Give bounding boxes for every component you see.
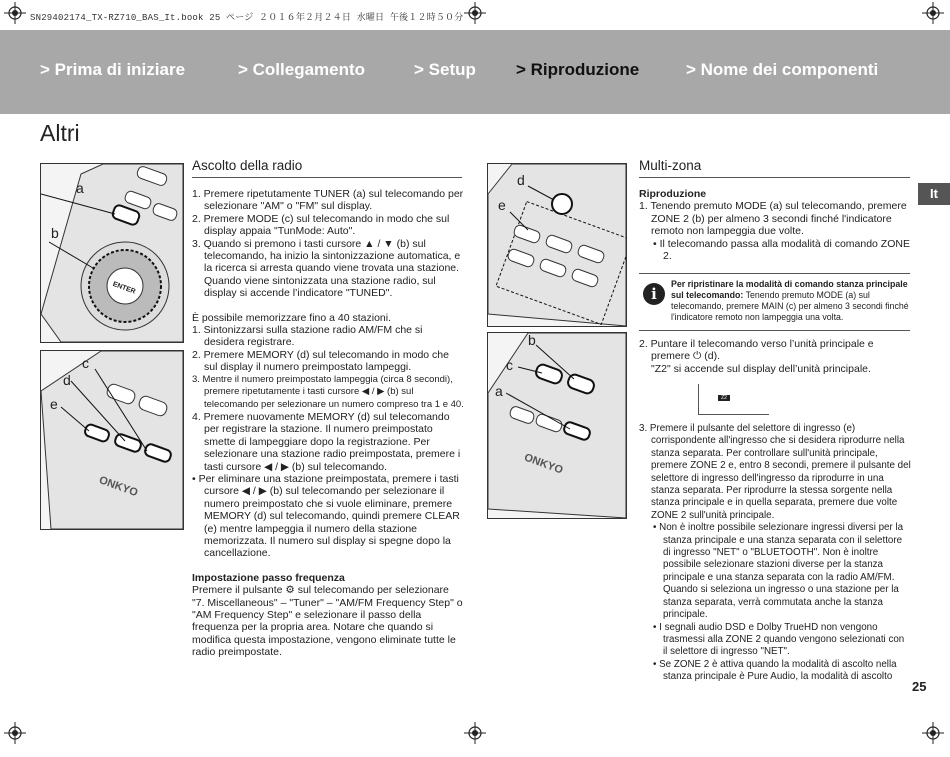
radio-instructions — [192, 188, 464, 659]
multizone-step-2: 2. Puntare il telecomando verso l’unità principale e premere ⏻ (d). — [639, 338, 874, 363]
remote-illustration-input — [487, 163, 627, 327]
registration-mark-icon — [922, 2, 944, 24]
divider — [192, 177, 462, 178]
page-number: 25 — [912, 679, 927, 694]
display-illustration — [698, 384, 769, 415]
remote-control-icon — [488, 164, 626, 326]
radio-step-2: 2. Premere MODE (c) sul telecomando in modo che sul display appaia "TunMode: Auto". — [192, 212, 450, 238]
nav-link-collegamento[interactable]: > Collegamento — [238, 60, 366, 79]
multizone-step-2-block — [639, 338, 911, 375]
note-body: Tenendo premuto MODE (a) sul telecomando, premere MAIN (c) per almeno 3 secondi finché l'indicatore remoto non lampeggia una volta. — [671, 290, 909, 322]
print-line: SN29402174_TX-RZ710_BAS_It.book 25 ページ ２０１６年２月２４日 水曜日 午後１２時５０分 — [30, 13, 464, 23]
nav-link-prima-di-iniziare[interactable]: > Prima di iniziare — [40, 60, 186, 79]
section-heading-radio: Ascolto della radio — [192, 158, 303, 173]
memory-intro: È possibile memorizzare fino a 40 stazioni. — [192, 311, 392, 324]
callout-b: b — [51, 225, 59, 241]
callout-d: d — [517, 172, 525, 188]
registration-mark-icon — [464, 2, 486, 24]
callout-c: c — [506, 357, 513, 373]
multizone-bullet-1: • Non è inoltre possibile selezionare ingressi diversi per la stanza principale e una stanza separata con il selettore di ingresso "NET" o "BLUETOOTH". Non è inoltre possibile selezionare stazioni diverse per la stanza principale e una stanza separata con la radio AM/FM. Quando si seleziona un ingresso o una stazione per la stanza separata, verrà commutata anche la stanza principale. — [653, 522, 904, 621]
multizone-step-3-block — [639, 423, 911, 684]
memory-step-3: 3. Mentre il numero preimpostato lampeggia (circa 8 secondi), premere ripetutamente i tasti cursore ◀ / ▶ (b) sul telecomando per selezionare un numero compreso tra 1 e 40. — [192, 373, 464, 410]
memory-step-1: 1. Sintonizzarsi sulla stazione radio AM/FM che si desidera registrare. — [192, 324, 423, 349]
freq-step-text: Premere il pulsante ⚙ sul telecomando per selezionare "7. Miscellaneous" – "Tuner" – "AM/FM Frequency Step" o "AM Frequency Step" e selezionare il passo della frequenza per la propria area. Notare che quando si modifica questa impostazione, vengono eliminate tutte le radio preimpostate. — [192, 584, 463, 659]
registration-mark-icon — [922, 722, 944, 744]
nav-link-riproduzione[interactable]: > Riproduzione — [516, 60, 640, 79]
remote-illustration-memory — [40, 350, 184, 530]
registration-mark-icon — [4, 722, 26, 744]
info-icon: i — [643, 283, 665, 305]
section-heading-multizone: Multi-zona — [639, 158, 702, 173]
svg-text:ONKYO: ONKYO — [97, 474, 140, 500]
multizone-step-2-result: "Z2" si accende sul display dell’unità principale. — [651, 362, 871, 375]
language-tab: It — [918, 183, 950, 205]
svg-text:ENTER: ENTER — [111, 280, 137, 296]
callout-b: b — [528, 332, 536, 348]
callout-d: d — [63, 372, 71, 388]
section-nav — [0, 60, 950, 86]
callout-a: a — [495, 383, 503, 399]
callout-e: e — [498, 197, 506, 213]
multizone-step-1-bullet: • Il telecomando passa alla modalità di comando ZONE 2. — [653, 237, 910, 263]
note-text — [671, 279, 911, 323]
radio-step-3: 3. Quando si premono i tasti cursore ▲ / ▼ (b) sul telecomando, ha inizio la sintonizzazione automatica, e la ricerca si arresta quando viene trovata una stazione. Quando viene sintonizzata una stazione radio, sul display si accende l’indicatore "TUNED". — [192, 237, 461, 300]
multizone-bullet-3: • Se ZONE 2 è attiva quando la modalità di ascolto nella stanza principale è Pure Audio, la modalità di ascolto — [653, 658, 897, 683]
registration-mark-icon — [4, 2, 26, 24]
remote-control-icon — [41, 164, 183, 342]
note-bold: Per ripristinare la modalità di comando stanza principale sul telecomando: — [671, 279, 908, 300]
freq-step-heading: Impostazione passo frequenza — [192, 571, 345, 584]
radio-step-1: 1. Premere ripetutamente TUNER (a) sul telecomando per selezionare "AM" o "FM" sul display. — [192, 188, 464, 213]
registration-mark-icon — [464, 722, 486, 744]
divider — [639, 177, 910, 178]
memory-step-4: 4. Premere nuovamente MEMORY (d) sul telecomando per registrare la stazione. Il numero preimpostato smette di lampeggiare dopo la registrazione. Per selezionare una stazione radio preimpostata, premere i tasti cursore ◀ / ▶ (b) sul telecomando. — [192, 410, 461, 473]
remote-illustration-tuner — [40, 163, 184, 343]
z2-indicator: Z2 — [718, 395, 730, 401]
nav-link-setup[interactable]: > Setup — [414, 60, 476, 79]
memory-delete-bullet: • Per eliminare una stazione preimpostata, premere i tasti cursore ◀ / ▶ (b) sul telecomando per selezionare il numero preimpostato che si vuole eliminare, premere MEMORY (d) sul telecomando, quindi premere CLEAR (e) mentre lampeggia il numero della stazione memorizzata. Il numero sul display si spegne dopo la cancellazione. — [192, 472, 460, 560]
nav-link-nome-dei-componenti[interactable]: > Nome dei componenti — [686, 60, 879, 79]
multizone-instructions — [639, 188, 911, 262]
multizone-bullet-2: • I segnali audio DSD e Dolby TrueHD non vengono trasmessi alla ZONE 2 quando vengono selezionati con il selettore di ingresso "NET". — [653, 621, 905, 658]
callout-e: e — [50, 396, 58, 412]
multizone-step-1: 1. Tenendo premuto MODE (a) sul telecomando, premere ZONE 2 (b) per almeno 3 secondi finché l'indicatore remoto non lampeggia due volte. — [639, 200, 907, 238]
callout-a: a — [76, 180, 84, 196]
multizone-subheading: Riproduzione — [639, 188, 707, 200]
multizone-step-3: 3. Premere il pulsante del selettore di ingresso (e) corrispondente all'ingresso che si desidera riprodurre nella stanza separata. Per controllare sull'unità principale, premere ZONE 2 e, entro 8 secondi, premere il pulsante del selettore di ingresso dell'ingresso da riprodurre in una stanza separata. Per riprodurre la stessa sorgente nella stanza principale e in quella separata, premere due volte ZONE 2 sull'unità principale. — [639, 423, 911, 521]
page-title: Altri — [40, 120, 80, 146]
memory-step-2: 2. Premere MEMORY (d) sul telecomando in modo che sul display il numero preimpostato lampeggi. — [192, 348, 449, 374]
callout-c: c — [82, 355, 89, 371]
svg-text:ONKYO: ONKYO — [522, 451, 565, 477]
